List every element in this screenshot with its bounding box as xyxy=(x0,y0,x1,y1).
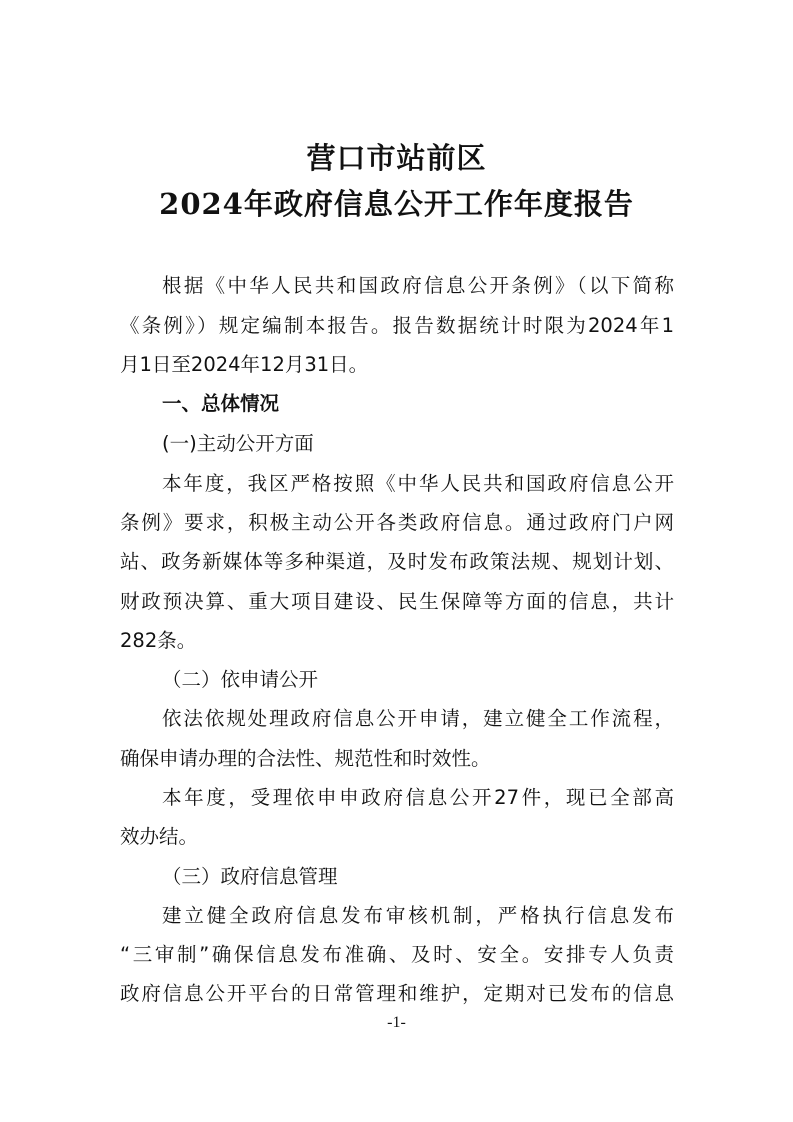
section-heading: 一、总体情况 xyxy=(162,392,280,415)
paragraph-line: “三审制”确保信息发布准确、及时、安全。安排专人负责 xyxy=(120,943,674,966)
paragraph-line: 282条。 xyxy=(120,629,197,652)
intro-line: 《条例》）规定编制本报告。报告数据统计时限为2024年1 xyxy=(120,314,674,337)
subsection-heading: (一)主动公开方面 xyxy=(162,432,314,455)
subsection-heading: （三）政府信息管理 xyxy=(162,865,338,888)
paragraph-line: 依法依规处理政府信息公开申请，建立健全工作流程， xyxy=(162,707,674,730)
intro-line: 根据《中华人民共和国政府信息公开条例》（以下简称 xyxy=(162,274,674,297)
paragraph-line: 建立健全政府信息发布审核机制，严格执行信息发布 xyxy=(162,904,674,927)
paragraph-line: 确保申请办理的合法性、规范性和时效性。 xyxy=(120,747,491,770)
paragraph-line: 效办结。 xyxy=(120,825,199,848)
paragraph-line: 财政预决算、重大项目建设、民生保障等方面的信息，共计 xyxy=(120,590,674,613)
document-title-line1: 营口市站前区 xyxy=(306,141,487,175)
intro-line: 月1日至2024年12月31日。 xyxy=(120,353,369,376)
paragraph-line: 站、政务新媒体等多种渠道，及时发布政策法规、规划计划、 xyxy=(120,550,674,573)
page-number: -1- xyxy=(387,1014,406,1031)
paragraph-line: 政府信息公开平台的日常管理和维护，定期对已发布的信息 xyxy=(120,982,674,1005)
document-title-line2: 2024年政府信息公开工作年度报告 xyxy=(159,187,634,221)
paragraph-line: 本年度，我区严格按照《中华人民共和国政府信息公开 xyxy=(162,472,674,495)
subsection-heading: （二）依申请公开 xyxy=(162,668,319,691)
paragraph-line: 本年度，受理依申申政府信息公开27件，现已全部高 xyxy=(162,786,674,809)
paragraph-line: 条例》要求，积极主动公开各类政府信息。通过政府门户网 xyxy=(120,511,674,534)
